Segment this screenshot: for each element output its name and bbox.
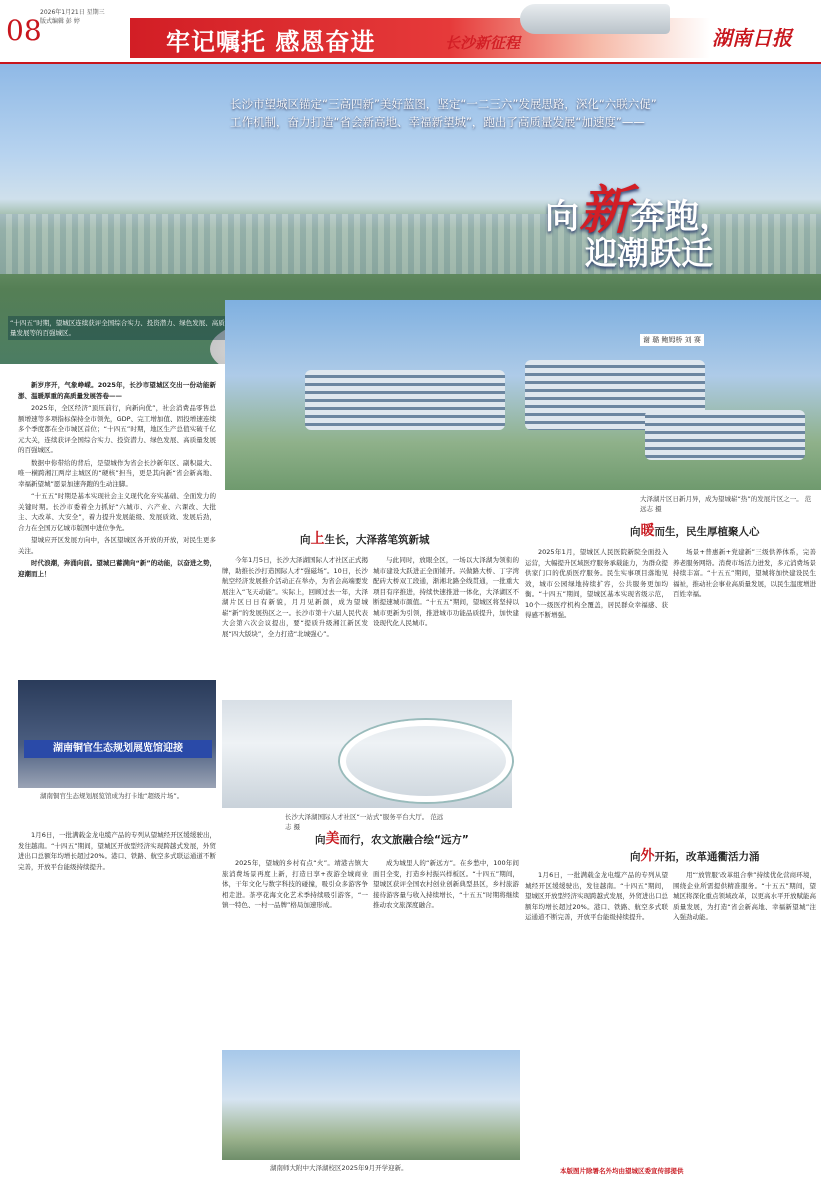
heading-post: 而行，农文旅融合绘“远方”: [339, 834, 469, 846]
section-heading-warm: [630, 520, 760, 540]
building: [305, 370, 505, 430]
section-heading-up: [300, 528, 430, 548]
exhibition-caption: 湖南铜官生态规划展览馆成为打卡地“超级片场”。: [40, 792, 184, 800]
talent-hall-caption: 长沙大泽湖国际人才社区“一站式”服务平台大厅。 范远志 摄: [285, 813, 444, 831]
intro-paragraph: 2025年，全区经济“顶压前行，向新向优”，社会消费品零售总额增速等多项指标保持全市领先，GDP、完工增加值、固投增速连续多个季度都在全市城区首位；“十四五”时期，地区生产总值实破千亿元大关，连续获评全国综合实力、投资潜力、绿色发展、高质量发展的百强城区。: [18, 404, 216, 454]
school-photo: [222, 1050, 520, 1160]
train-illustration: [520, 4, 670, 34]
deck-line-1: 长沙市望城区锚定“三高四新”美好蓝图，坚定“一二三六”发展思路，深化“六联六促”: [230, 97, 657, 111]
masthead-logo: 湖南日报: [712, 26, 792, 50]
header-meta: [40, 8, 105, 26]
intro-paragraph: “十五五”时期是基本实现社会主义现代化夯实基础、全面发力的关键时期。长沙市委着全力抓好“六城市、六产业、六课改、大批主、大改革、大安全”，着力提升发展能级、发展质效、发展后劲，合力在全国万亿城市版图中进位争先。: [18, 492, 216, 532]
campus-photo: [225, 300, 821, 490]
article-paragraph: 1月6日，一批满载金龙电缆产品的专列从望城经开区缓缓驶出，发往越南。“十四五”期间，望城区开放型经济实现跨越式发展，外贸进出口总额年均增长超过20%。港口、铁路、航空多式联运通道不断完善，开放平台能级持续提升。: [525, 871, 668, 921]
main-title-line2: 迎潮跃迁: [585, 234, 714, 272]
heading-post: 生长，大泽落笔筑新城: [324, 534, 430, 546]
building: [645, 410, 805, 460]
intro-lead: 新岁序开，气象峥嵘。2025年，长沙市望城区交出一份动能新澎、温暖厚重的高质量发展答卷——: [18, 381, 216, 400]
heading-key: 暖: [640, 523, 655, 539]
hero-deck: [230, 95, 810, 131]
intro-column: [18, 380, 216, 581]
campus-caption: 大泽湖片区日新月异，成为望城崭“热”的发展片区之一。 范远志 摄: [640, 495, 812, 513]
heading-post: 开拓，改革通衢活力涌: [654, 851, 760, 863]
article-paragraph: 2025年，望城的乡村有点“火”。靖港古镇大旅消费场景再度上新，打造日享+夜游全城商业体，干年文化与数字科技的碰撞，吸引众多游客争相走进。茶亭花海文化艺术季持续吸引游客，“一镇一特色、一村一品牌”格局加速形成。: [222, 859, 368, 909]
exhibition-photo: [18, 680, 216, 788]
heading-pre: 向: [630, 526, 641, 538]
hall-ring: [340, 720, 512, 802]
article-column: [673, 547, 816, 602]
editor-line: 版式编辑 彭 婷: [40, 18, 80, 25]
article-paragraph: 与此同时，放眼全区，一场以大泽湖为领衔的城市建设大跃进正全面铺开。兴做路大桥、丁字湾配砖大桥双工段通，渐湘北路全线贯通，一批重大项目有序推进，持续快速推进一体化，大泽湖区不断提速城市颜值。“十五五”期间，望城区将坚持以城市更新为引领，推进城市功能品质提升，加快建设现代化人民城市。: [373, 556, 519, 627]
byline: 谢 璐 鲍姆桥 刘 赛: [640, 334, 704, 346]
article-column: [525, 870, 668, 925]
banner-title: 牢记嘱托 感恩奋进: [166, 27, 376, 56]
heading-post: 而生，民生厚植聚人心: [654, 526, 760, 538]
page-number: 08: [6, 14, 42, 47]
article-paragraph: 2025年1月，望城区人民医院新院全面投入运营，大幅提升区域医疗服务承载能力，为群众提供家门口的优质医疗服务。民生实事项目落地见效，城市公园绿地持续扩容，公共服务更加均衡。“十四五”期间，望城区基本实现省级示范，10个一级医疗机构全覆盖，居民群众幸福感、获得感不断增强。: [525, 548, 668, 619]
title-post: 奔跑，: [631, 197, 734, 237]
section-heading-out: [630, 845, 760, 865]
article-column: [222, 555, 368, 641]
section-heading-beauty: [315, 828, 469, 848]
article-paragraph: 场景+普惠新+党建新”三级供养体系，完善养老服务网络。消费市场活力迸发，多元消费场景持续丰富。“十五五”期间，望城将加快建设民生福祉，推动社会事业高质量发展，以民生温度增进百姓幸福。: [673, 548, 816, 598]
title-new: 新: [579, 180, 632, 241]
heading-pre: 向: [300, 534, 311, 546]
article-column: [373, 858, 519, 913]
article-column: [525, 547, 668, 623]
photo-banner-text: 湖南铜官生态规划展览馆迎接: [24, 740, 212, 758]
article-paragraph: 1月6日，一批满载金龙电缆产品的专列从望城经开区缓缓驶出，发往越南。“十四五”期间，望城区开放型经济实现跨越式发展，外贸进出口总额年均增长超过20%。港口、铁路、航空多式联运通道不断完善，开放平台能级持续提升。: [18, 831, 216, 871]
banner-subtitle: 长沙新征程: [445, 34, 521, 52]
intro-closing: 时代浪潮，奔涌向前。望城已蓄满向“新”的动能，以奋进之势，迎潮而上！: [18, 559, 216, 578]
issue-date: 2026年1月21日 星期三: [40, 9, 105, 16]
article-column: [673, 870, 816, 925]
article-paragraph: 成为城里人的“新远方”。在乡愁中，100年间面目全变，打造乡村振兴样板区。“十四五”期间，望城区获评全国农村创业创新典型县区，乡村旅游接待游客量与收入持续增长，“十五五”时期将继续推动农文旅深度融合。: [373, 859, 519, 909]
article-paragraph: 用“‘放管服’改革组合拳”持续优化营商环境，围绕企业所需提供精准服务。“十五五”期间，望城区将深化重点领域改革，以更高水平开放赋能高质量发展，为打造“省会新高地、幸福新望城”注入强劲动能。: [673, 871, 816, 921]
page-footer: 本版图片除署名外均由望城区委宣传部提供: [560, 1167, 684, 1175]
heading-key: 美: [325, 831, 340, 847]
hero-caption: “十四五”时期，望城区连续获评全国综合实力、投资潜力、绿色发展、高质量发展等的百强城区。: [8, 316, 232, 340]
heading-pre: 向: [630, 851, 641, 863]
intro-paragraph: 望城应开区发展方向中，各区望城区各开放的开放，对民生更多关注。: [18, 536, 216, 555]
article-column: [373, 555, 519, 631]
left-lower-column: [18, 830, 216, 874]
heading-pre: 向: [315, 834, 326, 846]
deck-line-2: 工作机制，奋力打造“省会新高地、幸福新望城”，跑出了高质量发展“加速度”——: [230, 115, 645, 129]
article-column: [222, 858, 368, 913]
intro-paragraph: 数据中你带给的背后，是望城作为省会长沙新年区、副积最大、唯一横跨湘江两岸主城区的“硬核”担当，更是其向新“省会新高地、幸福新望城”愿景加速奔跑的生动注脚。: [18, 458, 216, 488]
title-pre: 向: [545, 197, 579, 237]
school-caption: 湖南师大附中大泽湖校区2025年9月开学迎新。: [270, 1164, 408, 1172]
article-paragraph: 今年1月5日，长沙大泽湖国际人才社区正式揭牌，助推长沙打造国际人才“强磁场”。10日，长沙航空经济发展推介活动正在举办，为省会高端要发展注入“飞天动能”。实际上，回顾过去一年，大泽湖片区日日有新貌，月月见新颜，成为望城崭“新”的发展热区之一。长沙市第十六届人民代表大会第六次会议提出，要“提质升级湘江新区发展“四大版块”，全力打造“北城强心”。: [222, 556, 368, 638]
heading-key: 外: [640, 848, 655, 864]
heading-key: 上: [310, 531, 325, 547]
